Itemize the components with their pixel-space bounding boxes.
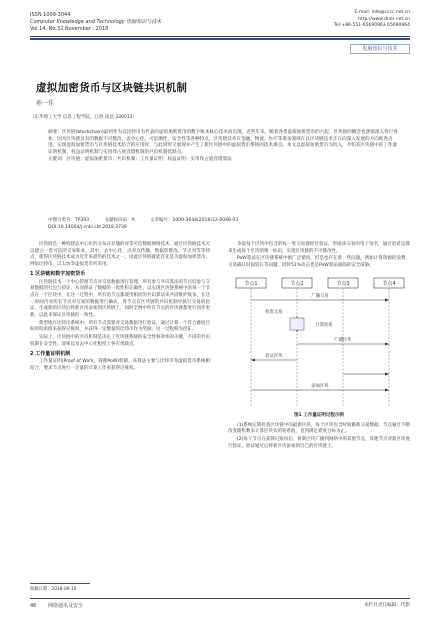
step-label: 添加区块 [311, 383, 329, 389]
issn: ISSN 1009-3044 [30, 12, 71, 18]
header-right [334, 10, 410, 30]
received-date: 收稿日期：2018-09-10 [30, 587, 77, 592]
footer-editor: 本栏目责任编辑：代影 [364, 603, 410, 608]
journal-logo: 电脑知识与技术 [350, 44, 410, 54]
classification-row [48, 217, 252, 223]
node-label: 节点3 [336, 280, 350, 287]
footer-left [30, 602, 83, 609]
step-labels [265, 292, 352, 389]
node-label: 节点2 [290, 280, 304, 287]
node-label: 节点4 [382, 280, 396, 287]
footnote-rule [30, 583, 90, 584]
section-heading-2: 2 工作量证明机制 [30, 350, 71, 357]
email: E-mail: info@cccc.net.cn [354, 10, 410, 15]
activation-box [290, 318, 304, 330]
affiliation: （东华理工大学 信息工程学院，江西 南昌 330013） [30, 115, 137, 120]
header-left [30, 12, 161, 33]
section-heading-1: 1 区块链和数字加密货币 [30, 270, 86, 277]
pow-sequence-diagram [228, 274, 410, 410]
figure-caption: 图1 工作量证明过程示例 [294, 412, 344, 418]
clc-number: 中图分类号：TP393 [48, 218, 90, 223]
step-label: 计算哈希 [315, 322, 333, 328]
paragraph: 典型地在比特币系统中，所有节点需要对交易数据进行验证，通过计算一个符合难度目标的哈希值来获得记账权，并获得一定数量的比特币作为奖励，这一过程称为挖矿。 [30, 320, 210, 333]
paragraph: 争取每个区块中包含的每一笔交易都经过验证，形成该交易的电子签名，通过哈希运算来生成每个区块的唯一标识，实现区块链的不可篡改性。 [228, 242, 410, 254]
figure-1 [228, 274, 410, 410]
step-label: 收集交易 [265, 309, 283, 315]
intro-paragraph: 区块链是一种构建去中心化的分布式存储的对等可信数据网络技术，通过区块链技术可以建立一套可信的交易账本，其中，去中心化，点对点传输、数据防篡改、节点对等等特点，使得区块链技术成为近年来最热的技术之一，因此区块链就能首先是为虚拟加密货币，例如比特币，以太坊等虚拟货币所采用。 [30, 242, 210, 268]
paragraph: 工作量证明(Proof of Work，简称PoW)机制，该算法主要与比特币等虚拟货币系统相结合，要求节点进行一定量的计算工作来获得记账权。 [30, 359, 210, 371]
author: 孙一佳 [36, 100, 55, 107]
left-column [30, 242, 210, 374]
paragraph: 区块链技术一个中心管理节点对交易数据进行管理，所有参与共识算法的节点均参与交易数据的打包与验证，从而保证了数据的一致性和正确性，以实现区块链系统中的每一个节点在一个区块中，在这一过程中，所有的节点都使用相同的共识算法来共同维护账本，在这一时间内对所有节点对交易的数据进行确认，各节点在区块链的共识机制中执行交易的验证，生成新的区块后将新区块添加到区块链上，同时全网中所有节点的区块链都进行同步更新，以此来保证区块链的一致性。 [30, 279, 210, 319]
section-name: 网络通讯及安全 [47, 603, 83, 609]
telephone: Tel:+86-551-65690963 65690964 [333, 23, 410, 28]
paragraph: (1)系统定期检查区块链中的最新区块，每个区块包含时间戳和交易数据，节点通过不断改变随机数来计算区块头的哈希值，直到满足难度目标为止。 [228, 422, 410, 435]
step-label: 广播交易 [311, 293, 329, 299]
abstract [48, 130, 398, 165]
page-number: 46 [30, 603, 37, 609]
right-column [228, 242, 410, 451]
node-label: 节点1 [244, 280, 258, 287]
step-label: 验证区块 [265, 353, 283, 359]
article-number: 文章编号：1009-3044(2018)32-0046-03 [150, 218, 239, 223]
header-accent-rule [30, 38, 410, 40]
node-boxes [236, 278, 404, 288]
volume-info: Vol.14, No.32,November . 2018 [30, 26, 109, 32]
doi: DOI:10.14004/j.cnki.ckt.2018.3739 [48, 225, 127, 230]
step-label: 广播区块 [334, 337, 352, 343]
website: http://www.dnzs.net.cn [358, 16, 410, 22]
document-code: 文献标识码：A [104, 218, 135, 223]
footer-rule [30, 598, 410, 599]
journal-name: Computer Knowledge and Technology 电脑知识与技术 [30, 19, 162, 25]
doi-row [48, 225, 141, 230]
paragraph: (2)每个节点在获得记账权后，将新区块广播到网络中的其他节点，其他节点对新区块进行验证，验证通过后将新区块添加到自己的区块链上。 [228, 436, 410, 449]
header-rule [30, 36, 410, 37]
abstract-text: 摘要：区块链(blockchain)最初作为以比特币为代表的虚拟加密货币的数字账本核心技术而出现。近些年来，随着各类虚拟加密货币的兴起，区块链的概念也逐渐深入各行各业。因为区块链具有的数据不可篡改，去中心化，可追溯性，安全性等各种特点，区块链技术在金融、物流、医疗等诸多领域在以区块链技术正在向深入发展的方向推进迈进。实现虚拟加密货币与区块链技术结合的应用时，与此同时又展现并产生了新区块链中的虚拟货币系统的技术难点。本文以虚拟加密货币为切入，介绍其区块链中的工作量证明机制，权益证明机制与实用拜占庭容错机制的共识机制优缺点。 [48, 130, 398, 155]
paragraph: PoW算法在区块链系统中被广泛使用，但是也存在着一些问题，例如计算资源的浪费，交易确认时间较长等问题，同时51%攻击也是PoW算法面临的安全威胁。 [228, 256, 410, 269]
article-title: 虚拟加密货币与区块链共识机制 [36, 82, 188, 94]
paragraph: 实际上，区块链中的共识机制是决定了区块链系统的安全性和效率的关键，不同的共识机制在安全性、效率以及去中心化程度上各有优缺点。 [30, 335, 210, 347]
keywords: 关键词：区块链；虚拟加密货币；共识机制；工作量证明；权益证明；实用拜占庭容错算法 [48, 157, 232, 163]
